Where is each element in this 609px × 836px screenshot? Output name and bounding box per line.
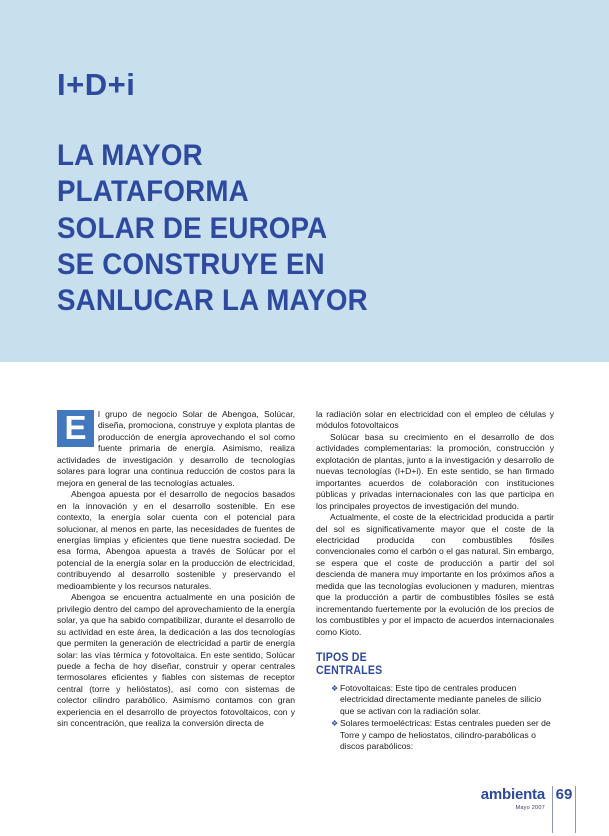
page-number: 69	[552, 786, 576, 833]
headline-line-3: SOLAR DE EUROPA	[57, 211, 328, 245]
hero-banner	[0, 0, 609, 362]
list-item	[332, 718, 554, 752]
left-column	[57, 409, 295, 754]
list-item-text: Fotovoltaicas: Este tipo de centrales producen electricidad directamente mediante paneles de silicio que se activan con la radiación solar.	[340, 682, 542, 716]
diamond-bullet-icon: ❖	[331, 683, 339, 693]
page-title	[57, 138, 452, 319]
section-heading-tipos-de-centrales	[316, 652, 535, 678]
paragraph-left-2: Abengoa apuesta por el desarrollo de negocios basados en la innovación y en el desarrollo sostenible. En ese contexto, la energía solar cuenta con el potencial para solucionar, al menos en parte, las necesidades de fuentes de energías limpias y eficientes que tiene nuestra sociedad. De esa forma, Abengoa apuesta a través de Solúcar por el potencial de la energía solar en la producción de electricidad, contribuyendo al desarrollo sostenible y preservando el medioambiente y los recursos naturales.	[57, 489, 295, 591]
list-item-text: Solares termoeléctricas: Estas centrales pueden ser de Torre y campo de heliostatos, cilindro-parabólicas o discos parabólicos:	[340, 718, 551, 752]
footer-inner	[481, 786, 576, 833]
section-heading-line-2: CENTRALES	[316, 664, 383, 677]
publication-name: ambienta	[480, 786, 545, 803]
headline-line-4: SE CONSTRUYE EN	[57, 247, 325, 281]
paragraph-left-1-text: l grupo de negocio Solar de Abengoa, Solúcar, diseña, promociona, construye y explota plantas de producción de energía aprovechando el sol como fuente primaria de energía. Asimismo, realiza actividades de investigación y desarrollo de tecnologías solares para lograr una continua reducción de costos para la mejora en general de las tecnologías actuales.	[57, 409, 295, 488]
section-heading-line-1: TIPOS DE	[316, 652, 367, 665]
two-column-layout	[57, 409, 554, 754]
paragraph-right-1: la radiación solar en electricidad con el empleo de células y módulos fotovoltaicos	[316, 409, 554, 431]
footer-brand-block	[481, 786, 552, 812]
headline-line-1: LA MAYOR	[57, 139, 203, 172]
diamond-bullet-icon: ❖	[331, 719, 339, 729]
drop-cap: E	[57, 410, 94, 447]
hero-kicker: I+D+i	[57, 67, 136, 102]
headline-line-2: PLATAFORMA	[57, 175, 249, 209]
paragraph-right-2: Solúcar basa su crecimiento en el desarrollo de dos actividades complementarias: la promoción, construcción y explotación de plantas, junto a la investigación y desarrollo de nuevas tecnologías (I+D+i). En este sentido, se han firmado importantes acuerdos de colaboración con instituciones públicas y privadas internacionales con las que participa en los principales proyectos de investigación del mundo.	[316, 431, 554, 511]
centrales-list	[316, 683, 554, 753]
headline-line-5: SANLUCAR LA MAYOR	[57, 284, 368, 318]
paragraph-left-1	[57, 409, 295, 489]
page-footer	[0, 786, 609, 836]
paragraph-left-3: Abengoa se encuentra actualmente en una posición de privilegio dentro del campo del aprovechamiento de la energía solar, ya que ha sabido compatibilizar, durante el desarrollo de su actividad en este área, la dedicación a las dos tecnologías que permiten la generación de electricidad a partir de energía solar: las vías térmica y fotovoltaica. En este sentido, Solúcar puede a fecha de hoy diseñar, construir y operar centrales termosolares eficientes y fiables con sistemas de receptor central (torre y helióstatos), así como con sistemas de colector cilindro parabólico. Asimismo contamos con gran experiencia en el desarrollo de proyectos fotovoltaicos, con y sin concentración, que realiza la conversión directa de	[57, 592, 295, 729]
right-column	[316, 409, 554, 754]
paragraph-right-3: Actualmente, el coste de la electricidad producida a partir del sol es significativamente mayor que el coste de la electricidad producida con combustibles fósiles convencionales como el carbón o el gas natural. Sin embargo, se espera que el coste de producción a partir del sol descienda de manera muy importante en los próximos años a medida que las tecnologías evolucionen y maduren, mientras que la producción a partir de combustibles fósiles se está incrementando fuertemente por la evolución de los precios de los combustibles y por el impacto de acuerdos internacionales como Kioto.	[316, 512, 554, 637]
issue-date: Mayo 2007	[515, 805, 545, 811]
article-body	[0, 362, 609, 836]
list-item	[332, 683, 554, 717]
